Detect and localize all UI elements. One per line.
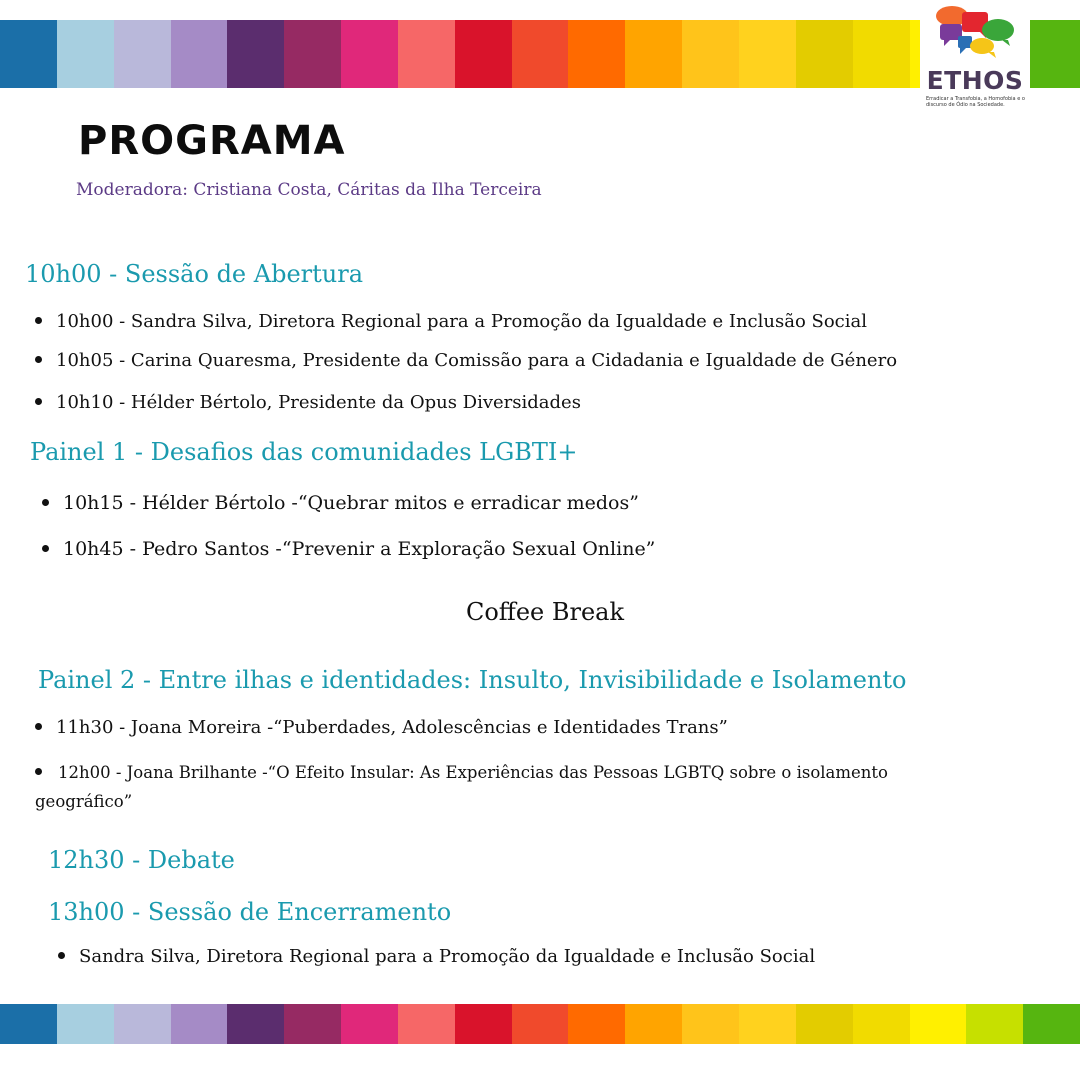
stripe-segment (398, 20, 455, 88)
stripe-segment (284, 1004, 341, 1044)
list-item (42, 538, 655, 560)
stripe-segment (512, 1004, 569, 1044)
stripe-segment (455, 1004, 512, 1044)
list-item (35, 350, 897, 371)
bullet-icon (35, 723, 42, 730)
stripe-segment (796, 20, 853, 88)
list-item-text: 12h00 - Joana Brilhante -“O Efeito Insular: As Experiências das Pessoas LGBTQ sobre o isolamento geográfico” (35, 763, 888, 811)
stripe-segment (114, 1004, 171, 1044)
bullet-icon (58, 952, 65, 959)
stripe-segment (0, 20, 57, 88)
stripe-segment (966, 1004, 1023, 1044)
moderator-line: Moderadora: Cristiana Costa, Cáritas da Ilha Terceira (76, 180, 542, 200)
ethos-logo (920, 0, 1030, 118)
stripe-segment (0, 1004, 57, 1044)
list-item-text: 10h05 - Carina Quaresma, Presidente da Comissão para a Cidadania e Igualdade de Género (56, 350, 898, 371)
bullet-icon (35, 768, 42, 775)
logo-brand: ETHOS (926, 66, 1024, 95)
stripe-segment (398, 1004, 455, 1044)
section-heading-painel-2: Painel 2 - Entre ilhas e identidades: Insulto, Invisibilidade e Isolamento (38, 666, 907, 694)
list-item-text: 11h30 - Joana Moreira -“Puberdades, Adolescências e Identidades Trans” (56, 717, 728, 738)
list-item (35, 392, 581, 413)
stripe-segment (682, 20, 739, 88)
section-heading-encerramento: 13h00 - Sessão de Encerramento (48, 898, 452, 926)
stripe-segment (57, 20, 114, 88)
section-heading-painel-1: Painel 1 - Desafios das comunidades LGBTI+ (30, 438, 578, 466)
stripe-segment (227, 1004, 284, 1044)
stripe-segment (910, 1004, 967, 1044)
stripe-segment (625, 20, 682, 88)
list-item (35, 717, 728, 738)
list-item (35, 758, 955, 816)
list-item (42, 492, 639, 514)
list-item (35, 311, 867, 332)
stripe-segment (568, 20, 625, 88)
stripe-segment (739, 1004, 796, 1044)
stripe-segment (682, 1004, 739, 1044)
stripe-segment (625, 1004, 682, 1044)
list-item-text: 10h15 - Hélder Bértolo -“Quebrar mitos e erradicar medos” (63, 492, 639, 514)
coffee-break: Coffee Break (465, 598, 625, 626)
stripe-segment (796, 1004, 853, 1044)
top-color-stripe (0, 20, 1080, 88)
bullet-icon (35, 398, 42, 405)
stripe-segment (1023, 20, 1080, 88)
bullet-icon (42, 499, 49, 506)
stripe-segment (739, 20, 796, 88)
logo-tagline: Erradicar a Transfobia, a Homofobia e o discurso de Ódio na Sociedade. (926, 96, 1025, 108)
section-heading-debate: 12h30 - Debate (48, 846, 235, 874)
list-item-text: 10h00 - Sandra Silva, Diretora Regional para a Promoção da Igualdade e Inclusão Social (56, 311, 868, 332)
stripe-segment (853, 20, 910, 88)
list-item (58, 946, 815, 967)
stripe-segment (171, 20, 228, 88)
list-item-text: 10h45 - Pedro Santos -“Prevenir a Exploração Sexual Online” (63, 538, 656, 560)
bullet-icon (35, 356, 42, 363)
bullet-icon (42, 545, 49, 552)
stripe-segment (227, 20, 284, 88)
stripe-segment (341, 20, 398, 88)
bottom-color-stripe (0, 1004, 1080, 1044)
bullet-icon (35, 317, 42, 324)
list-item-text: 10h10 - Hélder Bértolo, Presidente da Opus Diversidades (56, 392, 581, 413)
section-heading-abertura: 10h00 - Sessão de Abertura (25, 260, 364, 288)
list-item-text: Sandra Silva, Diretora Regional para a Promoção da Igualdade e Inclusão Social (79, 946, 816, 967)
stripe-segment (114, 20, 171, 88)
stripe-segment (171, 1004, 228, 1044)
stripe-segment (341, 1004, 398, 1044)
speech-bubbles-icon (932, 4, 1018, 62)
stripe-segment (853, 1004, 910, 1044)
stripe-segment (57, 1004, 114, 1044)
stripe-segment (455, 20, 512, 88)
stripe-segment (568, 1004, 625, 1044)
stripe-segment (512, 20, 569, 88)
page-title: PROGRAMA (78, 118, 346, 164)
stripe-segment (1023, 1004, 1080, 1044)
stripe-segment (284, 20, 341, 88)
